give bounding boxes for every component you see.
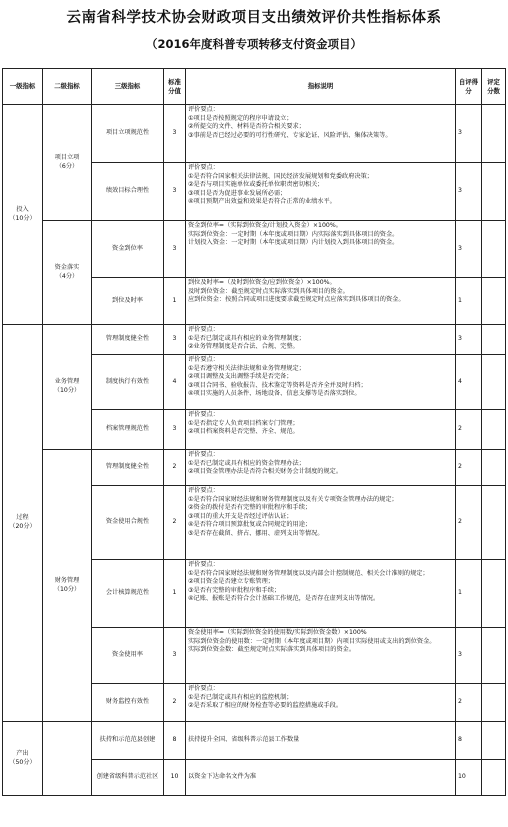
indicator-description xyxy=(186,325,456,355)
level1-score: （50分） xyxy=(9,758,36,766)
description-line: 评价要点： xyxy=(188,326,219,333)
description-line: ③事前是否已经过必要的可行性研究、专家论证、风险评估、集体决策等。 xyxy=(188,131,392,139)
description-line: ②是否与项目实施单位或委托单位职责密切相关； xyxy=(188,181,324,189)
indicator-description xyxy=(186,560,456,628)
self-score: 2 xyxy=(456,486,482,560)
eval-score xyxy=(482,325,506,355)
standard-score: 4 xyxy=(164,355,186,410)
standard-score: 8 xyxy=(164,722,186,760)
self-score: 2 xyxy=(456,684,482,722)
description-line: 及时到位资金：截至规定时点实际落实到具体项目的资金。 xyxy=(188,287,349,295)
eval-score xyxy=(482,628,506,684)
self-score: 4 xyxy=(456,355,482,410)
description-line: 实际到位资金：一定时期（本年度或项目期）内实际落实到具体项目的资金。 xyxy=(188,230,399,238)
table-row xyxy=(3,325,506,355)
level1-cell xyxy=(3,105,43,325)
indicator-description xyxy=(186,221,456,278)
eval-score xyxy=(482,105,506,163)
standard-score: 3 xyxy=(164,163,186,221)
indicator-description xyxy=(186,684,456,722)
description-line: ①是否已制定或具有相应的资金管理办法； xyxy=(188,459,305,467)
level1-cell xyxy=(3,325,43,722)
standard-score: 3 xyxy=(164,105,186,163)
level2-cell xyxy=(43,722,92,796)
level1-score: （10分） xyxy=(9,214,36,222)
table-row xyxy=(3,450,506,486)
level2-cell xyxy=(43,105,92,221)
indicator-description xyxy=(186,486,456,560)
header-self-score: 自评得分 xyxy=(456,69,482,105)
description-line: 评价要点： xyxy=(188,685,219,692)
eval-score xyxy=(482,684,506,722)
description-line: ②项目资金是否建立专账管理； xyxy=(188,578,274,586)
description-line: ④记账、报账是否符合会计基础工作规范，是否存在虚列支出等情况。 xyxy=(188,595,380,603)
level3-cell: 管理制度健全性 xyxy=(92,450,164,486)
level2-name: 业务管理 xyxy=(54,378,80,386)
indicator-description xyxy=(186,760,456,796)
eval-score xyxy=(482,410,506,450)
level3-cell: 项目立项规范性 xyxy=(92,105,164,163)
description-line: ①是否指定专人负责项目档案专门管理； xyxy=(188,419,299,427)
level3-cell: 财务监控有效性 xyxy=(92,684,164,722)
description-line: 计划投入资金：一定时期（本年度或项目期）内计划投入到具体项目的资金。 xyxy=(188,239,399,247)
eval-score xyxy=(482,486,506,560)
standard-score: 2 xyxy=(164,486,186,560)
standard-score: 2 xyxy=(164,684,186,722)
standard-score: 3 xyxy=(164,628,186,684)
level1-name: 过程 xyxy=(16,514,29,522)
table-row xyxy=(3,221,506,278)
description-line: ②是否采取了相应的财务检查等必要的监控措施或手段。 xyxy=(188,702,343,710)
standard-score: 1 xyxy=(164,278,186,325)
self-score: 1 xyxy=(456,560,482,628)
self-score: 3 xyxy=(456,105,482,163)
description-line: ④项目实施的人员条件、场地设备、信息支撑等是否落实到位。 xyxy=(188,390,361,398)
description-line: ②资金的拨付是否有完整的审批程序和手续； xyxy=(188,504,312,512)
header-eval-score: 评定分数 xyxy=(482,69,506,105)
level3-cell: 绩效目标合理性 xyxy=(92,163,164,221)
description-line: ③项目合同书、验收报告、技术鉴定等资料是否齐全并及时归档； xyxy=(188,381,367,389)
description-line: 评价要点： xyxy=(188,356,219,363)
indicator-description xyxy=(186,450,456,486)
level2-cell xyxy=(43,221,92,325)
description-line: 实际到位资金数：截至规定时点实际落实到具体项目的资金。 xyxy=(188,646,356,654)
description-line: ②项目资金管理办法是否符合相关财务会计制度的规定。 xyxy=(188,468,343,476)
description-line: ①是否符合国家财经法规和财务管理制度以及内部会计控制规范、相关会计准则的规定； xyxy=(188,569,429,577)
level3-cell: 资金使用合规性 xyxy=(92,486,164,560)
document-title: 云南省科学技术协会财政项目支出绩效评价共性指标体系 xyxy=(66,10,442,26)
level2-score: （6分） xyxy=(55,162,79,170)
level3-cell: 档案管理规范性 xyxy=(92,410,164,450)
description-line: ①是否符合国家财经法规和财务管理制度以及有关专项资金管理办法的规定； xyxy=(188,495,398,503)
indicator-table xyxy=(2,68,506,796)
description-line: 评价要点： xyxy=(188,451,219,458)
level3-cell: 制度执行有效性 xyxy=(92,355,164,410)
header-level3: 三级指标 xyxy=(92,69,164,105)
self-score: 1 xyxy=(456,278,482,325)
description-line: ①是否已制定或具有相应的监控机制； xyxy=(188,693,293,701)
eval-score xyxy=(482,560,506,628)
level2-score: （4分） xyxy=(55,272,79,280)
description-line: ③是否有完整的审批程序和手续； xyxy=(188,586,281,594)
description-line: 评价要点： xyxy=(188,561,219,568)
level3-cell: 扶持和示范范县创建 xyxy=(92,722,164,760)
header-row xyxy=(3,69,506,105)
description-line: ③项目是否为促进事业发展所必需； xyxy=(188,189,287,197)
level3-cell: 创建省级科普示范社区 xyxy=(92,760,164,796)
self-score: 3 xyxy=(456,325,482,355)
description-line: 以资金下达命名文件为准 xyxy=(188,773,257,781)
description-line: 资金到位率=（实际到位资金/计划投入资金）×100%。 xyxy=(188,222,342,229)
level1-cell xyxy=(3,722,43,796)
level2-score: （10分） xyxy=(53,585,81,593)
level2-name: 项目立项 xyxy=(54,153,80,161)
standard-score: 1 xyxy=(164,560,186,628)
self-score: 2 xyxy=(456,450,482,486)
level2-score: （10分） xyxy=(53,387,81,394)
level3-cell: 到位及时率 xyxy=(92,278,164,325)
standard-score: 3 xyxy=(164,325,186,355)
description-line: 资金使用率=（实际到位资金的使用数/实际到位资金数）×100% xyxy=(188,629,367,636)
eval-score xyxy=(482,722,506,760)
level1-name: 投入 xyxy=(16,205,29,213)
level2-cell xyxy=(43,325,92,450)
indicator-description xyxy=(186,722,456,760)
indicator-description xyxy=(186,355,456,410)
eval-score xyxy=(482,760,506,796)
indicator-description xyxy=(186,278,456,325)
description-line: ⑤是否存在截留、挤占、挪用、虚列支出等情况。 xyxy=(188,529,324,537)
level1-score: （20分） xyxy=(9,523,36,530)
eval-score xyxy=(482,163,506,221)
header-level1: 一级指标 xyxy=(3,69,43,105)
description-line: ①是否符合国家相关法律法规、国民经济发展规划和党委政府决策； xyxy=(188,172,373,180)
standard-score: 2 xyxy=(164,450,186,486)
table-row xyxy=(3,105,506,163)
eval-score xyxy=(482,355,506,410)
self-score: 3 xyxy=(456,163,482,221)
document-subtitle: （2016年度科普专项转移支付资金项目） xyxy=(145,37,362,51)
eval-score xyxy=(482,221,506,278)
level2-name: 财务管理 xyxy=(54,576,80,584)
description-line: ②所提交的文件、材料是否符合相关要求； xyxy=(188,123,305,131)
description-line: 评价要点： xyxy=(188,487,219,494)
eval-score xyxy=(482,450,506,486)
description-line: ②项目调整及支出调整手续是否完备； xyxy=(188,373,293,381)
description-line: 评价要点： xyxy=(188,106,219,113)
description-line: 应到位资金：按照合同或项目进度要求截至规定时点应落实到具体项目的资金。 xyxy=(188,296,405,304)
standard-score: 10 xyxy=(164,760,186,796)
level1-name: 产出 xyxy=(16,749,29,757)
self-score: 2 xyxy=(456,410,482,450)
description-line: 评价要点： xyxy=(188,411,219,418)
description-line: ①是否遵守相关法律法规和业务管理规定； xyxy=(188,364,305,372)
indicator-description xyxy=(186,105,456,163)
indicator-description xyxy=(186,628,456,684)
description-line: 到位及时率=（及时到位资金/应到位资金）×100%。 xyxy=(188,279,336,286)
description-line: 实际到位资金的使用数：一定时期（本年度或项目期）内项目实际使用或支出的到位资金。 xyxy=(188,637,436,645)
description-line: 评价要点： xyxy=(188,164,219,171)
level3-cell: 资金使用率 xyxy=(92,628,164,684)
level2-cell xyxy=(43,450,92,722)
level3-cell: 资金到位率 xyxy=(92,221,164,278)
level2-name: 资金落实 xyxy=(54,263,80,271)
self-score: 3 xyxy=(456,628,482,684)
header-level2: 二级指标 xyxy=(43,69,92,105)
standard-score: 3 xyxy=(164,221,186,278)
description-line: ②项目档案资料是否完整、齐全、规范。 xyxy=(188,428,299,436)
indicator-description xyxy=(186,410,456,450)
description-line: ②业务管理制度是否合法、合规、完整。 xyxy=(188,343,299,351)
description-line: ①是否已制定或具有相应的业务管理制度； xyxy=(188,334,305,342)
indicator-description xyxy=(186,163,456,221)
description-line: ④项目预期产出效益和效果是否符合正常的业绩水平。 xyxy=(188,198,336,206)
self-score: 8 xyxy=(456,722,482,760)
level3-cell: 会计核算规范性 xyxy=(92,560,164,628)
table-row xyxy=(3,722,506,760)
standard-score: 3 xyxy=(164,410,186,450)
description-line: ④是否符合项目预算批复或合同规定的用途； xyxy=(188,521,312,529)
header-standard-score: 标准分值 xyxy=(164,69,186,105)
eval-score xyxy=(482,278,506,325)
description-line: ③项目的重大开支是否经过评估认证； xyxy=(188,512,293,520)
header-description: 指标说明 xyxy=(186,69,456,105)
level3-cell: 管理制度健全性 xyxy=(92,325,164,355)
self-score: 10 xyxy=(456,760,482,796)
description-line: 扶持提升全国、省级科普示范县工作数量 xyxy=(188,736,300,744)
description-line: ①项目是否按照规定的程序申请设立； xyxy=(188,114,293,122)
self-score: 3 xyxy=(456,221,482,278)
